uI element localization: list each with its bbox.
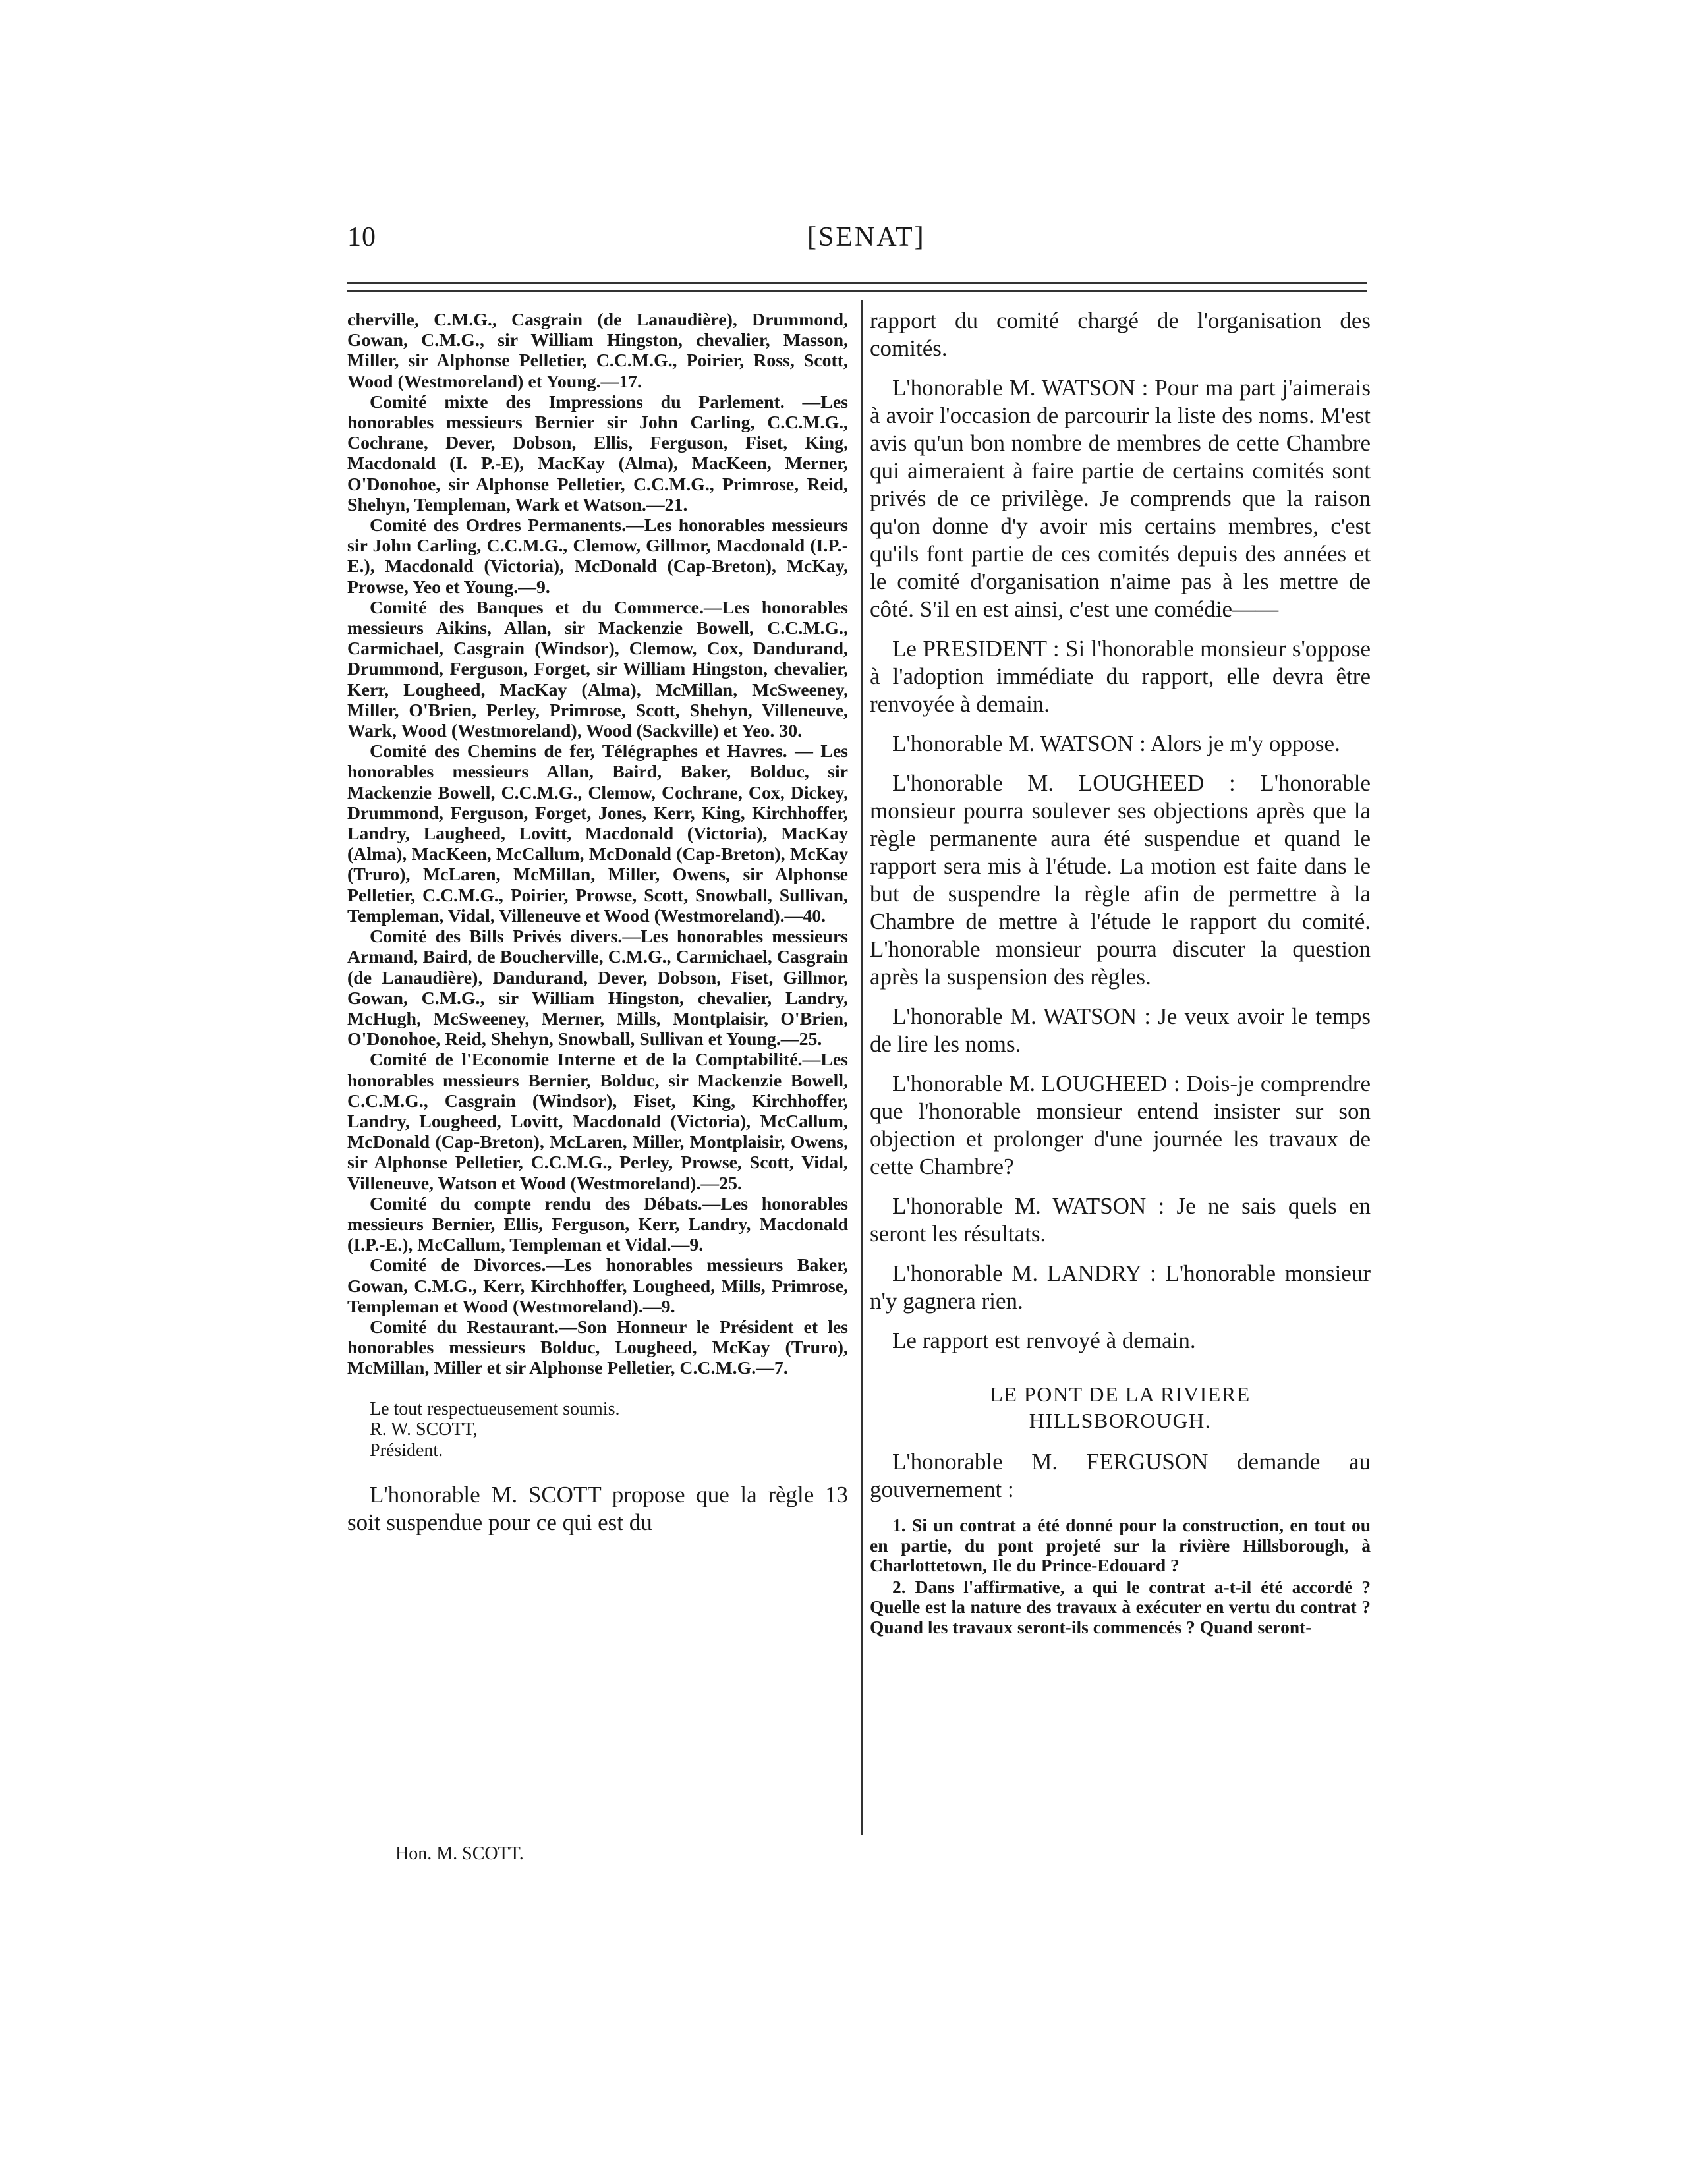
debate-paragraph: L'honorable M. LOUGHEED : Dois-je comprendre que l'honorable monsieur entend insister sur son objection et prolonger d'une journée les travaux de cette Chambre? xyxy=(870,1071,1371,1179)
committee-paragraph: Comité de l'Economie Interne et de la Comptabilité.—Les honorables messieurs Bernier, Bolduc, sir Mackenzie Bowell, C.C.M.G., Casgrain (Windsor), Fiset, King, Kirchhoffer, Landry, Lougheed, Lovitt, Macdonald (Victoria), McCallum, McDonald (Cap-Breton), McLaren, Miller, Montplaisir, Owens, sir Alphonse Pelletier, C.C.M.G., Perley, Prowse, Scott, Vidal, Villeneuve, Watson et Wood (Westmoreland).—25. xyxy=(347,1050,848,1194)
debate-paragraph: L'honorable M. WATSON : Je ne sais quels en seront les résultats. xyxy=(870,1193,1371,1247)
committee-paragraph: Comité des Bills Privés divers.—Les honorables messieurs Armand, Baird, de Boucherville, C.M.G., Carmichael, Casgrain (de Lanaudière), Dandurand, Dever, Dobson, Fiset, Gillmor, Gowan, C.M.G., sir William Hingston, chevalier, Landry, McHugh, McSweeney, Merner, Mills, Montplaisir, O'Brien, O'Donohoe, Reid, Shehyn, Snowball, Sullivan et Young.—25. xyxy=(347,926,848,1050)
ferguson-intro: L'honorable M. FERGUSON demande au gouvernement : xyxy=(870,1449,1371,1502)
signature xyxy=(347,1419,848,1461)
closing-line: Le tout respectueusement soumis. xyxy=(370,1398,620,1419)
debate-paragraph: L'honorable M. WATSON : Alors je m'y oppose. xyxy=(892,731,1340,756)
header-rule-top xyxy=(347,282,1367,284)
page-number: 10 xyxy=(347,222,376,252)
debate-paragraph: rapport du comité chargé de l'organisation des comités. xyxy=(870,308,1371,361)
column-divider xyxy=(861,300,863,1835)
committee-paragraph: Comité des Banques et du Commerce.—Les honorables messieurs Aikins, Allan, sir Mackenzie Bowell, C.C.M.G., Carmichael, Casgrain (Windsor), Clemow, Cox, Dandurand, Drummond, Ferguson, Forget, sir William Hingston, chevalier, Kerr, Lougheed, MacKay (Alma), McMillan, McSweeney, Miller, O'Brien, Perley, Primrose, Scott, Shehyn, Villeneuve, Wark, Wood (Westmoreland), Wood (Sackville) et Yeo. 30. xyxy=(347,597,848,742)
committee-paragraph: cherville, C.M.G., Casgrain (de Lanaudière), Drummond, Gowan, C.M.G., sir William Hingston, chevalier, Masson, Miller, sir Alphonse Pelletier, C.C.M.G., Poirier, Ross, Scott, Wood (Westmoreland) et Young.—17. xyxy=(347,310,848,392)
header-rule-bottom xyxy=(347,290,1367,292)
left-column xyxy=(347,310,848,1536)
question-item: 2. Dans l'affirmative, a qui le contrat a-t-il été accordé ? Quelle est la nature des travaux à exécuter en vertu du contrat ? Quand les travaux seront-ils commencés ? Quand seront- xyxy=(870,1576,1371,1637)
section-title: LE PONT DE LA RIVIERE HILLSBOROUGH. xyxy=(990,1382,1251,1432)
debate-paragraph: L'honorable M. LANDRY : L'honorable monsieur n'y gagnera rien. xyxy=(870,1260,1371,1314)
footer-note: Hon. M. SCOTT. xyxy=(395,1844,524,1864)
signature-title: Président. xyxy=(370,1440,443,1461)
debate-paragraph: L'honorable M. WATSON : Pour ma part j'aimerais à avoir l'occasion de parcourir la liste des noms. M'est avis qu'un bon nombre de membres de cette Chambre qui aimeraient à faire partie de certains comités sont privés de ce privilège. Je comprends que la raison qu'on donne d'y avoir mis certains membres, c'est qu'ils font partie de ces comités depuis des années et le comité d'organisation n'aime pas à les mettre de côté. S'il en est ainsi, c'est une comédie—— xyxy=(870,375,1371,622)
committee-paragraph: Comité des Chemins de fer, Télégraphes et Havres. — Les honorables messieurs Allan, Baird, Baker, Bolduc, sir Mackenzie Bowell, C.C.M.G., Clemow, Cochrane, Cox, Dickey, Drummond, Ferguson, Forget, Jones, Kerr, King, Kirchhoffer, Landry, Laugheed, Lovitt, Macdonald (Victoria), MacKay (Alma), MacKeen, McCallum, McDonald (Cap-Breton), McKay (Truro), McLaren, McMillan, Miller, Owens, sir Alphonse Pelletier, C.C.M.G., Poirier, Prowse, Scott, Snowball, Sullivan, Templeman, Vidal, Villeneuve et Wood (Westmoreland).—40. xyxy=(347,741,848,926)
committee-paragraph: Comité du compte rendu des Débats.—Les honorables messieurs Bernier, Ellis, Ferguson, Kerr, Landry, Macdonald (I.P.-E.), McCallum, Templeman et Vidal.—9. xyxy=(347,1193,848,1256)
committee-paragraph: Comité mixte des Impressions du Parlement. —Les honorables messieurs Bernier sir John Carling, C.C.M.G., Cochrane, Dever, Dobson, Ellis, Ferguson, Fiset, King, Macdonald (I. P.-E), MacKay (Alma), MacKeen, Merner, O'Donohoe, sir Alphonse Pelletier, C.C.M.G., Primrose, Reid, Shehyn, Templeman, Wark et Watson.—21. xyxy=(347,391,848,515)
committee-paragraph: Comité du Restaurant.—Son Honneur le Président et les honorables messieurs Bolduc, Lougheed, McKay (Truro), McMillan, Miller et sir Alphonse Pelletier, C.C.M.G.—7. xyxy=(347,1316,848,1379)
signature-name: R. W. SCOTT, xyxy=(370,1419,478,1440)
debate-paragraph: Le PRESIDENT : Si l'honorable monsieur s'oppose à l'adoption immédiate du rapport, elle devra être renvoyée à demain. xyxy=(870,636,1371,717)
debate-paragraph: Le rapport est renvoyé à demain. xyxy=(892,1328,1196,1353)
running-head: [SENAT] xyxy=(807,222,926,252)
committee-paragraph: Comité des Ordres Permanents.—Les honorables messieurs sir John Carling, C.C.M.G., Clemow, Gillmor, Macdonald (I.P.-E.), Macdonald (Victoria), McDonald (Cap-Breton), McKay, Prowse, Yeo et Young.—9. xyxy=(347,515,848,598)
right-column xyxy=(870,307,1371,1639)
scott-motion: L'honorable M. SCOTT propose que la règle 13 soit suspendue pour ce qui est du xyxy=(347,1481,848,1535)
question-item: 1. Si un contrat a été donné pour la construction, en tout ou en partie, du pont projeté sur la rivière Hillsborough, à Charlottetown, Ile du Prince-Edouard ? xyxy=(870,1515,1371,1575)
debate-paragraph: L'honorable M. WATSON : Je veux avoir le temps de lire les noms. xyxy=(870,1003,1371,1057)
committee-paragraph: Comité de Divorces.—Les honorables messieurs Baker, Gowan, C.M.G., Kerr, Kirchhoffer, Lougheed, Mills, Primrose, Templeman et Wood (Westmoreland).—9. xyxy=(347,1255,848,1317)
debate-paragraph: L'honorable M. LOUGHEED : L'honorable monsieur pourra soulever ses objections après que la règle permanente aura été suspendue et quand le rapport sera mis à l'étude. La motion est faite dans le but de suspendre la règle afin de permettre à la Chambre de mettre à l'étude le rapport du comité. L'honorable monsieur pourra discuter la question après la suspension des règles. xyxy=(870,770,1371,990)
